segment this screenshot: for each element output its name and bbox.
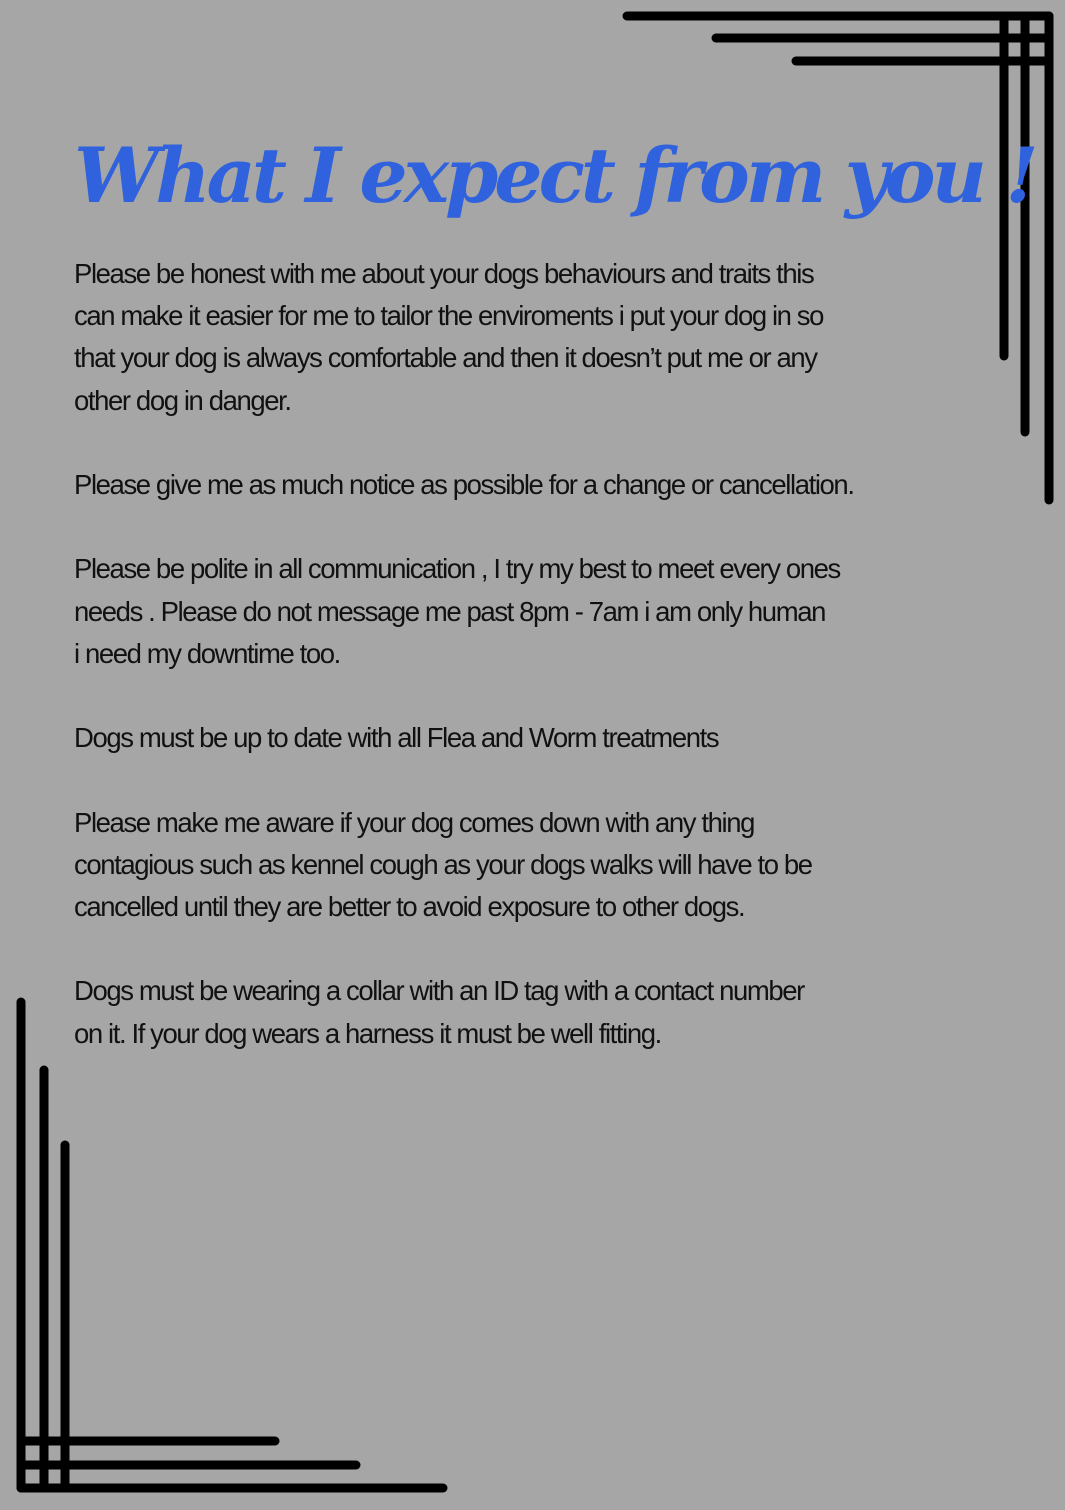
expectations-list [74, 253, 974, 1097]
expectation-contagious: Please make me aware if your dog comes down with any thing contagious such as kennel cough as your dogs walks will have to be cancelled until they are better to avoid exposure to other dogs. [74, 806, 812, 922]
expectation-notice: Please give me as much notice as possible for a change or cancellation. [74, 469, 854, 500]
expectation-politeness: Please be polite in all communication , I try my best to meet every ones needs . Please do not message me past 8pm - 7am i am only human i need my downtime too. [74, 553, 840, 669]
expectation-collar: Dogs must be wearing a collar with an ID tag with a contact number on it. If your dog wears a harness it must be well fitting. [74, 975, 804, 1049]
page-title: What I expect from you ! [74, 131, 1035, 220]
expectation-honesty: Please be honest with me about your dogs behaviours and traits this can make it easier for me to tailor the enviroments i put your dog in so that your dog is always comfortable and then it doesn’t put me or any other dog in danger. [74, 258, 824, 416]
expectation-treatments: Dogs must be up to date with all Flea and Worm treatments [74, 722, 719, 754]
